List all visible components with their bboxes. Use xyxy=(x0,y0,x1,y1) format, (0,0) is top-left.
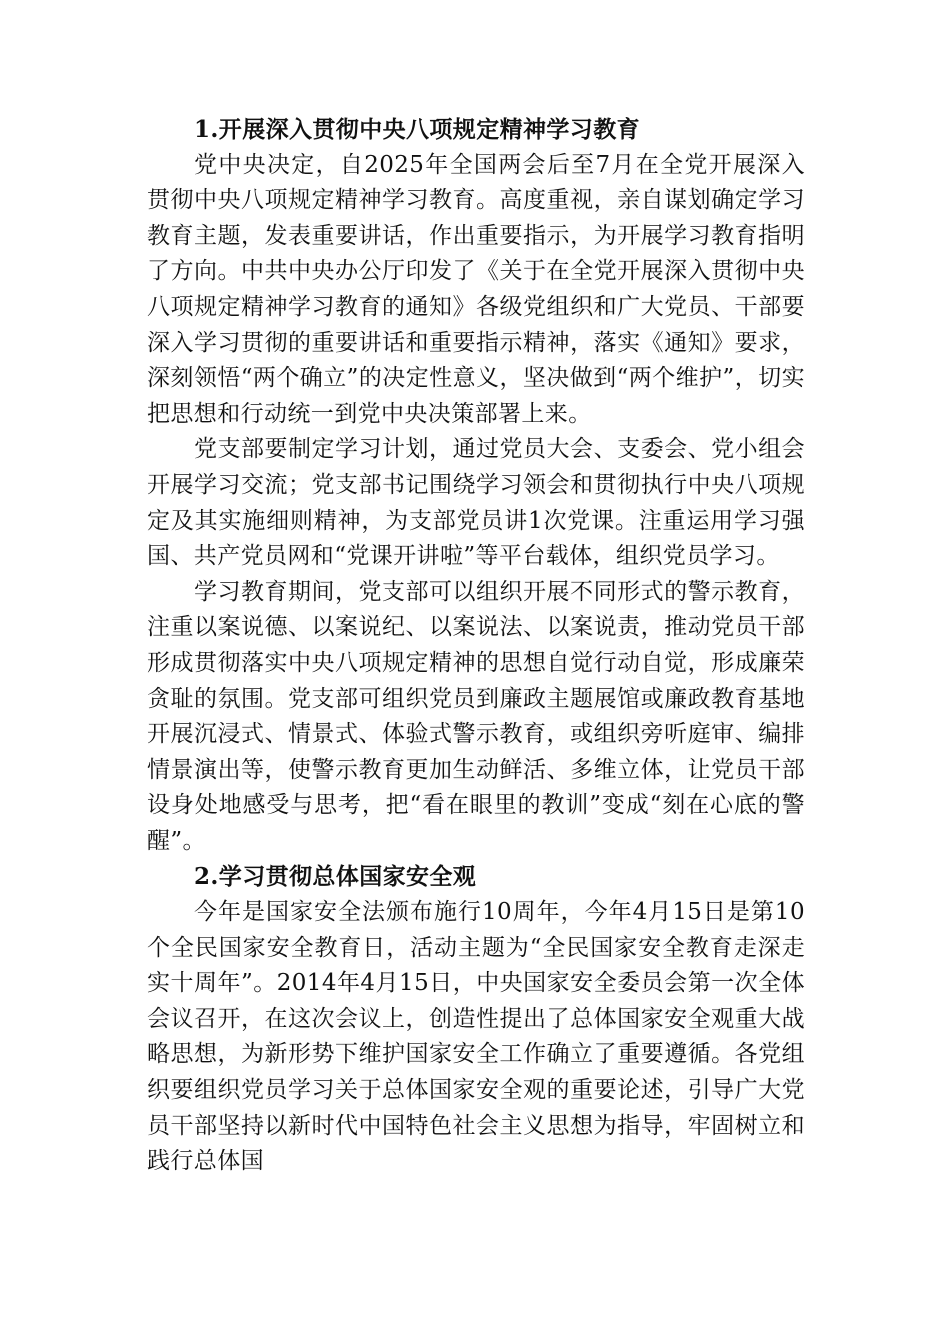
paragraph-4: 今年是国家安全法颁布施行10周年，今年4月15日是第10个全民国家安全教育日，活动主题为“全民国家安全教育走深走实十周年”。2014年4月15日，中央国家安全委员会第一次全体会议召开，在这次会议上，创造性提出了总体国家安全观重大战略思想，为新形势下维护国家安全工作确立了重要遵循。各党组织要组织党员学习关于总体国家安全观的重要论述，引导广大党员干部坚持以新时代中国特色社会主义思想为指导，牢固树立和践行总体国 xyxy=(147,899,805,1175)
section-heading-1: 1.开展深入贯彻中央八项规定精神学习教育 xyxy=(194,116,641,143)
document-body xyxy=(147,112,805,1180)
paragraph-3: 学习教育期间，党支部可以组织开展不同形式的警示教育，注重以案说德、以案说纪、以案说法、以案说责，推动党员干部形成贯彻落实中央八项规定精神的思想自觉行动自觉，形成廉荣贪耻的氛围。党支部可组织党员到廉政主题展馆或廉政教育基地开展沉浸式、情景式、体验式警示教育，或组织旁听庭审、编排情景演出等，使警示教育更加生动鲜活、多维立体，让党员干部设身处地感受与思考，把“看在眼里的教训”变成“刻在心底的警醒”。 xyxy=(147,578,805,854)
paragraph-2: 党支部要制定学习计划，通过党员大会、支委会、党小组会开展学习交流；党支部书记围绕学习领会和贯彻执行中央八项规定及其实施细则精神，为支部党员讲1次党课。注重运用学习强国、共产党员网和“党课开讲啦”等平台载体，组织党员学习。 xyxy=(147,436,805,570)
paragraph-1: 党中央决定，自2025年全国两会后至7月在全党开展深入贯彻中央八项规定精神学习教育。高度重视，亲自谋划确定学习教育主题，发表重要讲话，作出重要指示，为开展学习教育指明了方向。中共中央办公厅印发了《关于在全党开展深入贯彻中央八项规定精神学习教育的通知》各级党组织和广大党员、干部要深入学习贯彻的重要讲话和重要指示精神，落实《通知》要求，深刻领悟“两个确立”的决定性意义，坚决做到“两个维护”，切实把思想和行动统一到党中央决策部署上来。 xyxy=(147,151,805,427)
section-heading-2: 2.学习贯彻总体国家安全观 xyxy=(194,863,477,891)
